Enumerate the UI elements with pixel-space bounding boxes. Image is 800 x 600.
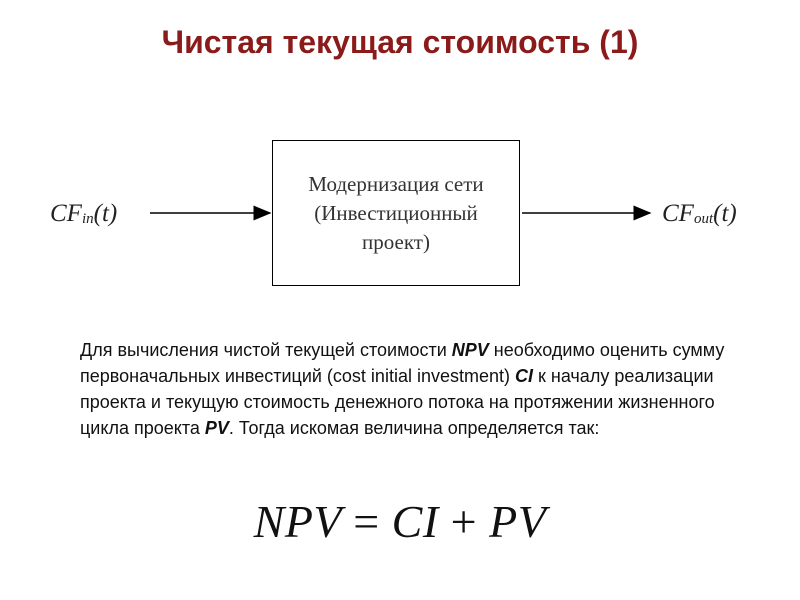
pv-term: PV	[204, 418, 229, 438]
cash-flow-in: $CF_{in}(t)$	[50, 200, 118, 227]
explanation-paragraph: Для вычисления чистой текущей стоимости NPV необходимо оценить сумму первоначальных инвестиций (cost initial investment) CI к началу реализации проекта и текущую стоимость денежного потока на протяжении жизненного цикла проекта PV. Тогда искомая величина определяется так:	[80, 340, 725, 438]
cash-flow-out: $CF_{out}(t)$	[662, 200, 737, 227]
npv-formula: NPV = CI + PV	[253, 496, 547, 547]
flow-diagram	[0, 130, 800, 300]
project-box	[272, 140, 520, 286]
project-box-label: Модернизация сети (Инвестиционный проект)	[308, 171, 484, 254]
npv-term: NPV	[451, 340, 489, 360]
slide-title: Чистая текущая стоимость (1)	[161, 24, 639, 60]
ci-term: CI	[515, 366, 533, 386]
